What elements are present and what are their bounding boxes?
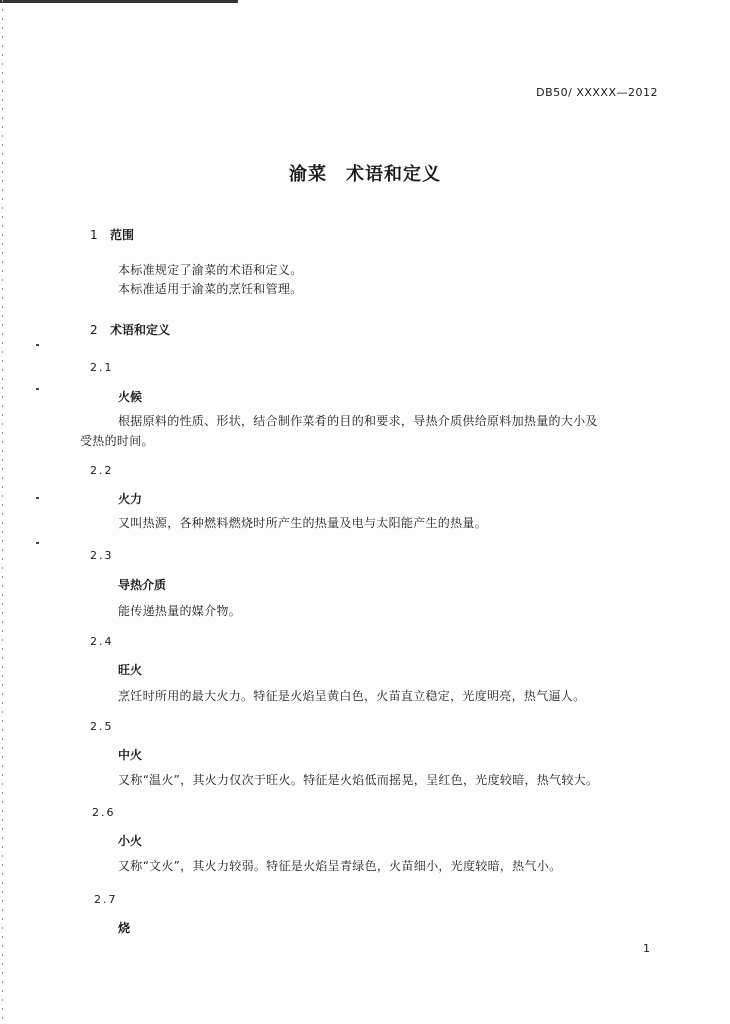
clause-number: 2.6: [92, 806, 116, 819]
scan-edge-top: [0, 0, 238, 3]
document-title: 渝菜 术语和定义: [289, 164, 441, 185]
term-label: 火候: [118, 390, 143, 404]
scope-line: 本标准规定了渝菜的术语和定义。: [118, 263, 303, 277]
term-definition: 又称“文火”，其火力较弱。特征是火焰呈青绿色，火苗细小，光度较暗，热气小。: [118, 859, 562, 873]
term-label: 导热介质: [118, 578, 167, 592]
term-label: 旺火: [118, 663, 143, 677]
term-definition: 烹饪时所用的最大火力。特征是火焰呈黄白色，火苗直立稳定，光度明亮，热气逼人。: [118, 689, 586, 703]
section-title: 范围: [110, 228, 135, 242]
section-number: 1: [90, 228, 98, 242]
term-definition: 又称“温火”，其火力仅次于旺火。特征是火焰低而摇晃，呈红色，光度较暗，热气较大。: [118, 773, 599, 787]
clause-number: 2.5: [90, 720, 114, 733]
scan-speck: [36, 388, 39, 390]
section-heading-scope: [90, 226, 134, 243]
term-label: 烧: [118, 921, 131, 935]
scan-speck: [36, 344, 39, 346]
scan-edge-left: [2, 0, 3, 1024]
clause-number: 2.4: [90, 635, 114, 648]
scan-speck: [36, 497, 39, 499]
term-definition-cont: 受热的时间。: [80, 434, 154, 448]
term-definition: 能传递热量的媒介物。: [118, 604, 242, 618]
scan-speck: [36, 542, 39, 544]
clause-number: 2.2: [90, 464, 114, 477]
scope-line: 本标准适用于渝菜的烹饪和管理。: [118, 282, 303, 296]
page-number: 1: [643, 942, 650, 955]
term-definition: 又叫热源，各种燃料燃烧时所产生的热量及电与太阳能产生的热量。: [118, 516, 488, 530]
clause-number: 2.7: [94, 893, 118, 906]
standard-code: DB50/ XXXXX—2012: [536, 86, 658, 99]
section-title: 术语和定义: [110, 323, 171, 337]
section-number: 2: [90, 323, 98, 337]
section-heading-terms: [90, 321, 170, 338]
clause-number: 2.3: [90, 549, 114, 562]
term-definition: 根据原料的性质、形状，结合制作菜肴的目的和要求，导热介质供给原料加热量的大小及: [118, 414, 598, 428]
term-label: 小火: [118, 834, 143, 848]
term-label: 火力: [118, 492, 143, 506]
clause-number: 2.1: [90, 361, 114, 374]
term-label: 中火: [118, 748, 143, 762]
